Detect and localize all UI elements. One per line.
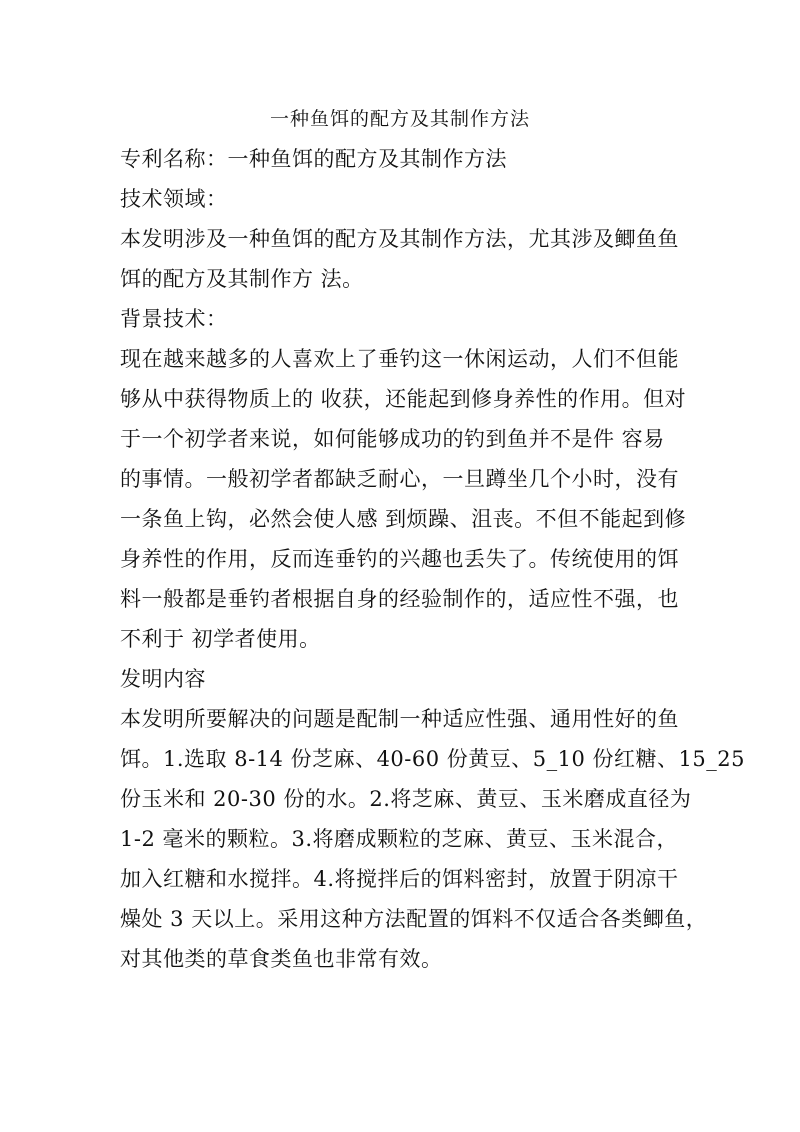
paragraph-line: 不利于 初学者使用。 xyxy=(120,627,321,651)
paragraph-line: 一条鱼上钩，必然会使人感 到烦躁、沮丧。不但不能起到修 xyxy=(120,507,687,531)
section-heading-background: 背景技术： xyxy=(120,307,228,331)
paragraph-line: 饵的配方及其制作方 法。 xyxy=(120,267,364,291)
paragraph-line: 料一般都是垂钓者根据自身的经验制作的，适应性不强，也 xyxy=(120,587,679,611)
section-heading-technical-field: 技术领域： xyxy=(120,187,228,211)
paragraph-line: 现在越来越多的人喜欢上了垂钓这一休闲运动，人们不但能 xyxy=(120,347,679,371)
paragraph-line: 的事情。一般初学者都缺乏耐心，一旦蹲坐几个小时，没有 xyxy=(120,467,679,491)
paragraph-line: 燥处 3 天以上。采用这种方法配置的饵料不仅适合各类鲫鱼， xyxy=(120,907,708,931)
paragraph-line: 身养性的作用，反而连垂钓的兴趣也丢失了。传统使用的饵 xyxy=(120,547,679,571)
paragraph-line: 饵。1.选取 8-14 份芝麻、40-60 份黄豆、5_10 份红糖、15_25 xyxy=(120,747,745,771)
paragraph-line: 本发明涉及一种鱼饵的配方及其制作方法，尤其涉及鲫鱼鱼 xyxy=(120,227,679,251)
paragraph-line: 本发明所要解决的问题是配制一种适应性强、通用性好的鱼 xyxy=(120,707,679,731)
paragraph-line: 对其他类的草食类鱼也非常有效。 xyxy=(120,947,443,971)
section-heading-invention-content: 发明内容 xyxy=(120,667,206,691)
document-title: 一种鱼饵的配方及其制作方法 xyxy=(269,108,530,130)
paragraph-line: 1-2 毫米的颗粒。3.将磨成颗粒的芝麻、黄豆、玉米混合， xyxy=(120,827,679,851)
document-body xyxy=(120,139,745,979)
paragraph-line: 够从中获得物质上的 收获，还能起到修身养性的作用。但对 xyxy=(120,387,687,411)
paragraph-line: 加入红糖和水搅拌。4.将搅拌后的饵料密封，放置于阴凉干 xyxy=(120,867,679,891)
paragraph-line: 份玉米和 20-30 份的水。2.将芝麻、黄豆、玉米磨成直径为 xyxy=(120,787,692,811)
paragraph-line: 于一个初学者来说，如何能够成功的钓到鱼并不是件 容易 xyxy=(120,427,665,451)
patent-name-line: 专利名称：一种鱼饵的配方及其制作方法 xyxy=(120,147,507,171)
